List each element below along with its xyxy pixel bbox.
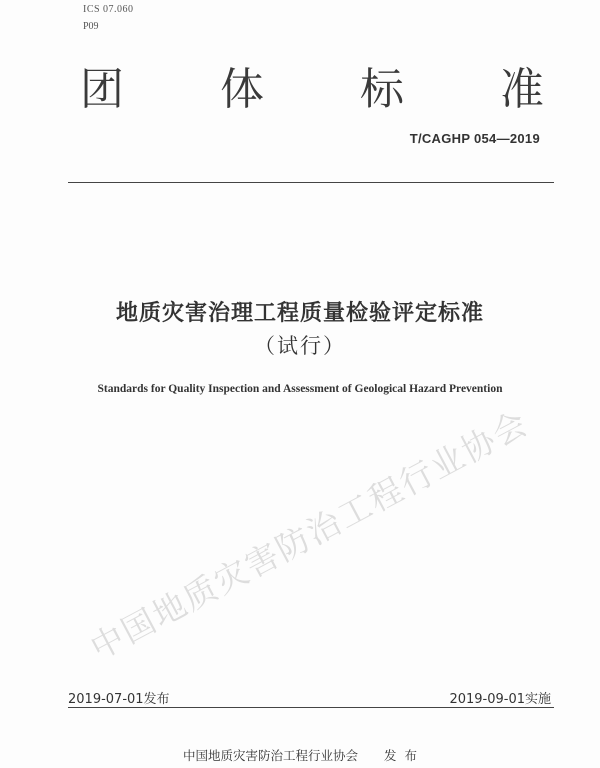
ics-code: ICS 07.060 <box>83 4 134 15</box>
standard-type-heading <box>80 62 544 118</box>
implementation-date: 2019-09-01实施 <box>449 692 551 707</box>
publisher-line <box>0 746 600 764</box>
english-title: Standards for Quality Inspection and Assessment of Geological Hazard Prevention <box>97 383 503 395</box>
standard-type-char: 标 <box>360 64 404 115</box>
bottom-divider <box>68 707 554 708</box>
issue-date: 2019-07-01发布 <box>68 692 170 707</box>
chinese-title: 地质灾害治理工程质量检验评定标准 <box>115 301 484 326</box>
top-divider <box>68 182 554 183</box>
publisher-name: 中国地质灾害防治工程行业协会 <box>183 748 359 763</box>
watermark-text: 中国地质灾害防治工程行业协会 <box>83 403 535 668</box>
chinese-subtitle: （试行） <box>254 334 346 358</box>
standard-type-char: 团 <box>80 64 124 115</box>
standard-type-char: 准 <box>500 64 544 115</box>
standard-number: T/CAGHP 054—2019 <box>409 131 540 146</box>
publish-action: 发 布 <box>384 748 417 763</box>
ccs-code: P09 <box>83 21 99 32</box>
standard-type-char: 体 <box>220 64 264 115</box>
